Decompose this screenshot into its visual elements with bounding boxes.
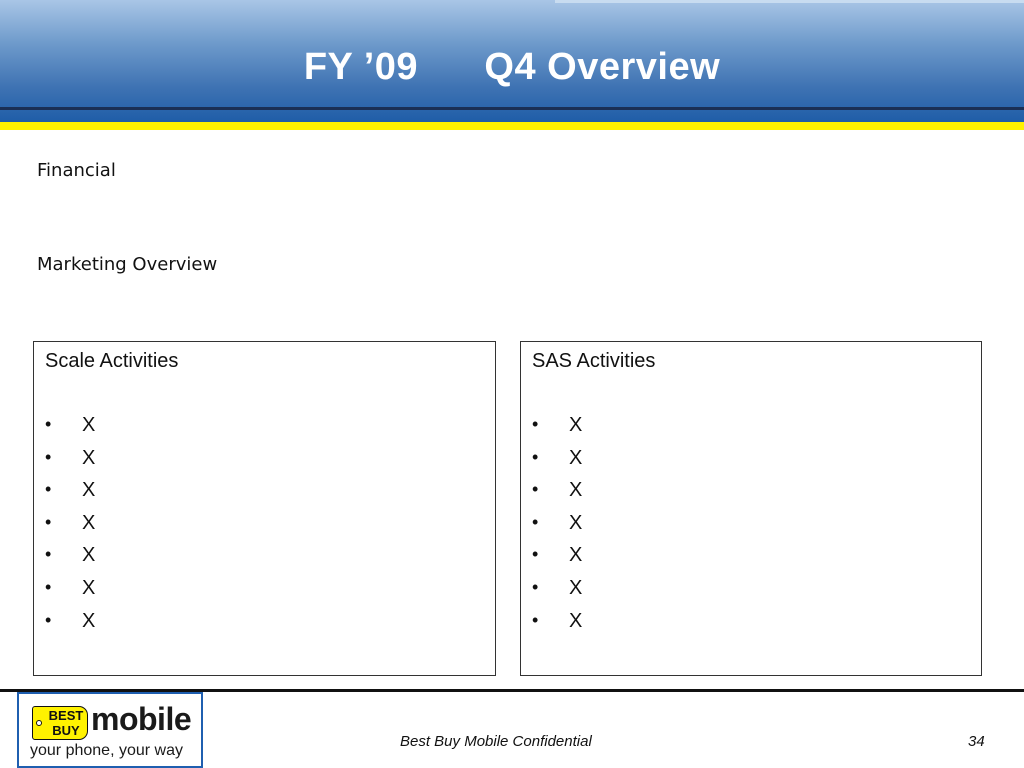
scale-activity-list-item: [45, 447, 95, 480]
best-buy-tag-icon: [32, 706, 88, 740]
financial-label: Financial: [37, 160, 116, 181]
bullet-icon: •: [532, 479, 539, 500]
sas-activity-item-text: X: [569, 544, 583, 567]
scale-activity-list-item: [45, 610, 95, 643]
bullet-icon: •: [45, 609, 52, 630]
sas-activity-list-item: [532, 610, 582, 643]
title-banner: [0, 0, 1024, 124]
scale-activity-list-item: [45, 544, 95, 577]
bullet-icon: •: [45, 479, 52, 500]
scale-activities-title: Scale Activities: [45, 350, 179, 372]
bullet-icon: •: [45, 511, 52, 532]
scale-activity-list-item: [45, 577, 95, 610]
scale-activities-list: [45, 414, 95, 642]
marketing-overview-label: Marketing Overview: [37, 254, 218, 275]
sas-activity-list-item: [532, 479, 582, 512]
logo-brand-line2: BUY: [52, 723, 80, 738]
confidential-notice: Best Buy Mobile Confidential: [400, 733, 592, 750]
bullet-icon: •: [45, 414, 52, 434]
header-divider: [0, 107, 1024, 110]
sas-activity-list-item: [532, 544, 582, 577]
bullet-icon: •: [532, 414, 539, 434]
bullet-icon: •: [532, 576, 539, 597]
scale-activity-item-text: X: [82, 511, 96, 534]
logo-brand-line1: BEST: [48, 708, 84, 723]
sas-activities-box: [520, 341, 982, 676]
scale-activity-list-item: [45, 479, 95, 512]
sas-activity-item-text: X: [569, 609, 583, 632]
sas-activity-item-text: X: [569, 479, 583, 502]
yellow-accent-bar: [0, 122, 1024, 130]
logo-brand-text: [44, 708, 88, 738]
scale-activity-item-text: X: [82, 446, 96, 469]
scale-activity-item-text: X: [82, 414, 96, 436]
bullet-icon: •: [532, 609, 539, 630]
sas-activity-item-text: X: [569, 511, 583, 534]
scale-activity-item-text: X: [82, 609, 96, 632]
header-top-accent: [555, 0, 1024, 3]
bullet-icon: •: [532, 544, 539, 565]
scale-activity-list-item: [45, 414, 95, 447]
page-number: 34: [968, 733, 985, 750]
sas-activities-title: SAS Activities: [532, 350, 656, 372]
tag-hole: [36, 720, 42, 726]
sas-activity-list-item: [532, 512, 582, 545]
scale-activity-item-text: X: [82, 576, 96, 599]
bullet-icon: •: [45, 576, 52, 597]
logo-tagline: your phone, your way: [30, 742, 183, 759]
logo-product-text: mobile: [91, 701, 192, 737]
sas-activity-list-item: [532, 577, 582, 610]
sas-activity-list-item: [532, 447, 582, 480]
sas-activity-list-item: [532, 414, 582, 447]
bullet-icon: •: [532, 511, 539, 532]
bullet-icon: •: [45, 544, 52, 565]
sas-activities-list: [532, 414, 582, 642]
scale-activities-box: [33, 341, 496, 676]
scale-activity-list-item: [45, 512, 95, 545]
scale-activity-item-text: X: [82, 479, 96, 502]
bullet-icon: •: [532, 446, 539, 467]
sas-activity-item-text: X: [569, 576, 583, 599]
slide-title: FY ’09 Q4 Overview: [303, 46, 721, 88]
bullet-icon: •: [45, 446, 52, 467]
sas-activity-item-text: X: [569, 414, 583, 436]
sas-activity-item-text: X: [569, 446, 583, 469]
best-buy-mobile-logo: [17, 692, 203, 768]
scale-activity-item-text: X: [82, 544, 96, 567]
